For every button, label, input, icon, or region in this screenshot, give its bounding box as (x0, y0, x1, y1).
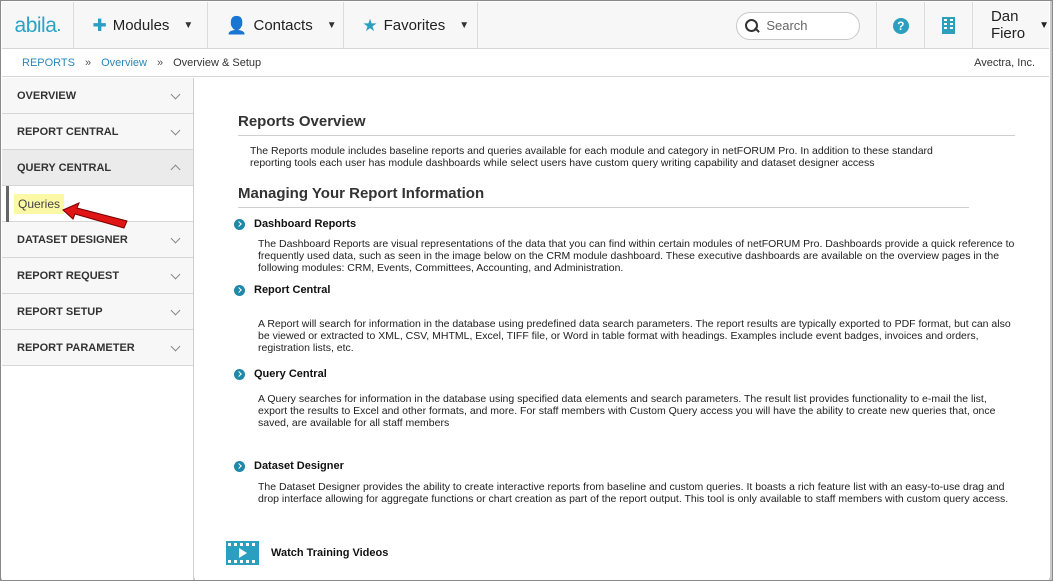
dataset-designer-heading (234, 460, 344, 472)
arrow-circle-icon (234, 461, 245, 472)
sidebar-item-label: QUERY CENTRAL (17, 161, 112, 174)
puzzle-icon: ✚ (92, 15, 107, 35)
chevron-down-icon (171, 342, 181, 352)
sidebar-subitem-label[interactable]: Queries (14, 194, 64, 214)
active-indicator (6, 186, 9, 222)
managing-title: Managing Your Report Information (238, 185, 485, 202)
favorites-menu[interactable] (344, 2, 478, 49)
sidebar-item-overview[interactable] (2, 78, 193, 114)
annotation-arrow-icon (61, 201, 131, 231)
logo-text: abila (14, 13, 57, 37)
sidebar-item-label: OVERVIEW (17, 89, 77, 102)
report-central-heading (234, 284, 330, 296)
sidebar-item-report-parameter[interactable] (2, 330, 193, 366)
search-box[interactable] (736, 12, 860, 40)
report-central-text: A Report will search for information in the database using predefined data search parameters. The report results are typically exported to PDF format, but can also be viewed or extracted to XML, CSV, MHTML, Excel, TIFF file, or Word in table format with headings. Examples include event badges, invoices and orders, registration lists, etc. (258, 318, 1011, 354)
user-name: Dan Fiero (990, 8, 1026, 42)
chevron-down-icon (171, 270, 181, 280)
logo-dot-icon: . (56, 15, 61, 35)
chevron-down-icon (171, 306, 181, 316)
sidebar-item-report-request[interactable] (2, 258, 193, 294)
query-central-text: A Query searches for information in the database using specified data elements and search parameters. The result list provides functionality to e-mail the list, export the results to Excel and other formats, and more. For staff members with Custom Query access you will have the ability to create new queries that, once saved, are available for all staff members (258, 393, 996, 429)
sidebar-item-query-central[interactable] (2, 150, 193, 186)
search-input[interactable] (766, 18, 846, 33)
person-icon: 👤 (226, 15, 248, 35)
arrow-circle-icon (234, 219, 245, 230)
sidebar-item-report-setup[interactable] (2, 294, 193, 330)
training-videos-label[interactable]: Watch Training Videos (271, 547, 389, 559)
favorites-label: Favorites (383, 17, 446, 34)
reports-overview-title: Reports Overview (238, 113, 366, 130)
modules-label: Modules (112, 17, 170, 34)
breadcrumb-current: Overview & Setup (173, 57, 262, 69)
sidebar-item-label: REPORT REQUEST (17, 269, 120, 282)
dashboard-reports-text: The Dashboard Reports are visual representations of the data that you can find within certain modules of netFORUM Pro. Dashboards provide a quick reference to frequently used data, such as seen in the image below on the CRM module dashboard. These executive dashboards are available on the overview pages in the following modules: CRM, Events, Committees, Accounting, and Administration. (258, 238, 1015, 274)
help-button[interactable] (877, 2, 925, 49)
contacts-menu[interactable] (208, 2, 344, 49)
video-film-icon (226, 541, 259, 565)
chevron-up-icon (171, 165, 181, 175)
breadcrumb-separator: » (84, 57, 92, 69)
search-icon[interactable] (745, 19, 759, 33)
chevron-down-icon (171, 126, 181, 136)
contacts-label: Contacts (253, 17, 313, 34)
breadcrumb-overview-link[interactable]: Overview (101, 57, 147, 69)
chevron-down-icon: ▼ (326, 20, 337, 31)
search-area (478, 2, 877, 49)
help-icon: ? (893, 18, 909, 34)
divider (238, 207, 969, 208)
star-icon: ★ (362, 15, 378, 35)
organization-button[interactable] (925, 2, 973, 49)
user-menu[interactable] (973, 2, 1049, 48)
arrow-circle-icon (234, 285, 245, 296)
breadcrumb (2, 50, 1049, 77)
abila-logo[interactable] (2, 2, 74, 49)
building-icon (942, 17, 955, 34)
sidebar-item-label: REPORT CENTRAL (17, 125, 119, 138)
dashboard-reports-title: Dashboard Reports (254, 218, 357, 230)
chevron-down-icon (171, 90, 181, 100)
sidebar-item-report-central[interactable] (2, 114, 193, 150)
organization-name: Avectra, Inc. (974, 57, 1035, 69)
dataset-designer-title: Dataset Designer (254, 460, 344, 472)
training-videos-link[interactable] (226, 541, 388, 565)
breadcrumb-reports-link[interactable]: REPORTS (22, 57, 75, 69)
chevron-down-icon (171, 234, 181, 244)
query-central-heading (234, 368, 327, 380)
arrow-circle-icon (234, 369, 245, 380)
divider (238, 135, 1015, 136)
overview-text: The Reports module includes baseline reports and queries available for each module and category in netFORUM Pro. In addition to these standard reporting tools each user has module dashboards while select users have custom query writing capability and dataset designer access (250, 145, 933, 169)
sidebar-item-label: REPORT PARAMETER (17, 341, 135, 354)
dashboard-reports-heading (234, 218, 356, 230)
top-navigation-bar (2, 2, 1049, 49)
query-central-title: Query Central (254, 368, 327, 380)
sidebar-item-label: REPORT SETUP (17, 305, 103, 318)
modules-menu[interactable] (74, 2, 208, 49)
report-central-title: Report Central (254, 284, 331, 296)
chevron-down-icon: ▼ (1039, 19, 1050, 31)
chevron-down-icon: ▼ (459, 20, 470, 31)
main-content (195, 78, 1049, 581)
dataset-designer-text: The Dataset Designer provides the ability to create interactive reports from baseline and custom queries. It boasts a rich feature list with an easy-to-use drag and drop interface allowing for aggregate functions or chart creation as part of the report output. This tool is only available to staff members with custom query access. (258, 481, 1009, 505)
breadcrumb-separator: » (156, 57, 164, 69)
sidebar-item-label: DATASET DESIGNER (17, 233, 128, 246)
sidebar (2, 78, 194, 581)
chevron-down-icon: ▼ (183, 20, 194, 31)
